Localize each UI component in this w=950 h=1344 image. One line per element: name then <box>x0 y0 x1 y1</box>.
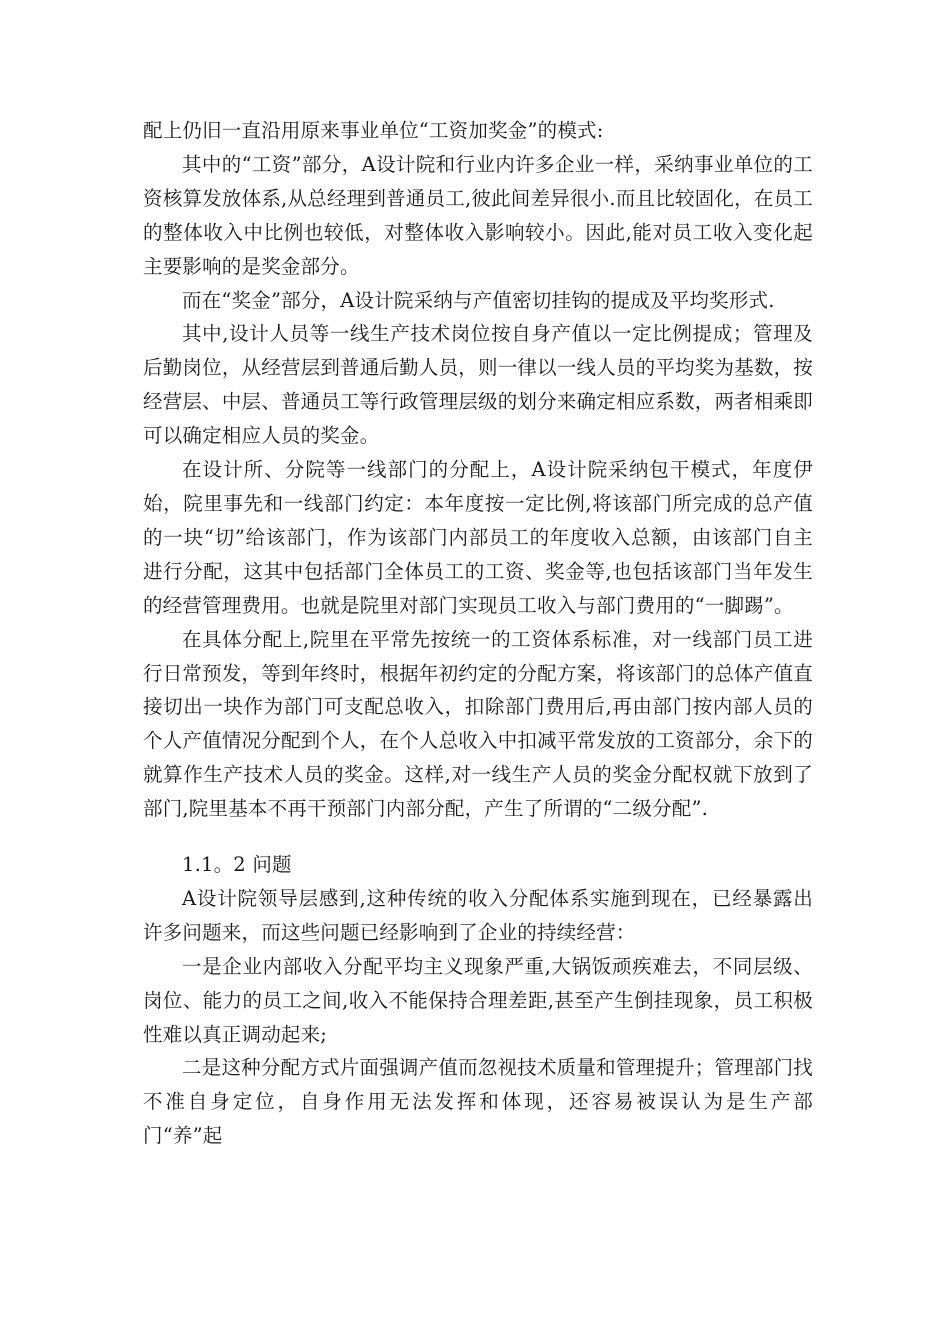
paragraph-problem-one: 一是企业内部收入分配平均主义现象严重,大锅饭顽疾难去，不同层级、岗位、能力的员工之间,收入不能保持合理差距,甚至产生倒挂现象，员工积极性难以真正调动起来; <box>143 954 813 1046</box>
paragraph-department-allocation: 在设计所、分院等一线部门的分配上，A设计院采纳包干模式，年度伊始，院里事先和一线部门约定：本年度按一定比例,将该部门所完成的总产值的一块“切”给该部门，作为该部门内部员工的年度收入总额，由该部门自主进行分配，这其中包括部门全体员工的工资、奖金等,也包括该部门当年发生的经营管理费用。也就是院里对部门实现员工收入与部门费用的“一脚踢”。 <box>143 458 813 617</box>
paragraph-wage-section: 其中的“工资”部分，A设计院和行业内许多企业一样，采纳事业单位的工资核算发放体系,从总经理到普通员工,彼此间差异很小.而且比较固化，在员工的整体收入中比例也较低，对整体收入影响较小。因此,能对员工收入变化起主要影响的是奖金部分。 <box>143 152 813 278</box>
paragraph-continuation: 配上仍旧一直沿用原来事业单位“工资加奖金”的模式: <box>143 119 604 142</box>
paragraph-problem-two: 二是这种分配方式片面强调产值而忽视技术质量和管理提升；管理部门找不准自身定位，自身作用无法发挥和体现，还容易被误认为是生产部门“养”起 <box>143 1056 813 1148</box>
paragraph-bonus-section: 而在“奖金”部分，A设计院采纳与产值密切挂钩的提成及平均奖形式. <box>182 288 775 312</box>
document-body <box>143 114 813 1153</box>
paragraph-bonus-details: 其中,设计人员等一线生产技术岗位按自身产值以一定比例提成；管理及后勤岗位，从经营层到普通后勤人员，则一律以一线人员的平均奖为基数，按经营层、中层、普通员工等行政管理层级的划分来确定相应系数，两者相乘即可以确定相应人员的奖金。 <box>143 322 813 448</box>
section-heading: 1.1。2 问题 <box>182 853 292 877</box>
section-spacer <box>143 826 813 848</box>
paragraph-problem-intro: A设计院领导层感到,这种传统的收入分配体系实施到现在，已经暴露出许多问题来，而这些问题已经影响到了企业的持续经营： <box>143 886 813 944</box>
paragraph-specific-allocation: 在具体分配上,院里在平常先按统一的工资体系标准，对一线部门员工进行日常预发，等到年终时，根据年初约定的分配方案，将该部门的总体产值直接切出一块作为部门可支配总收入，扣除部门费用后,再由部门按内部人员的个人产值情况分配到个人，在个人总收入中扣减平常发放的工资部分，余下的就算作生产技术人员的奖金。这样,对一线生产人员的奖金分配权就下放到了部门,院里基本不再干预部门内部分配，产生了所谓的“二级分配”. <box>143 627 813 821</box>
